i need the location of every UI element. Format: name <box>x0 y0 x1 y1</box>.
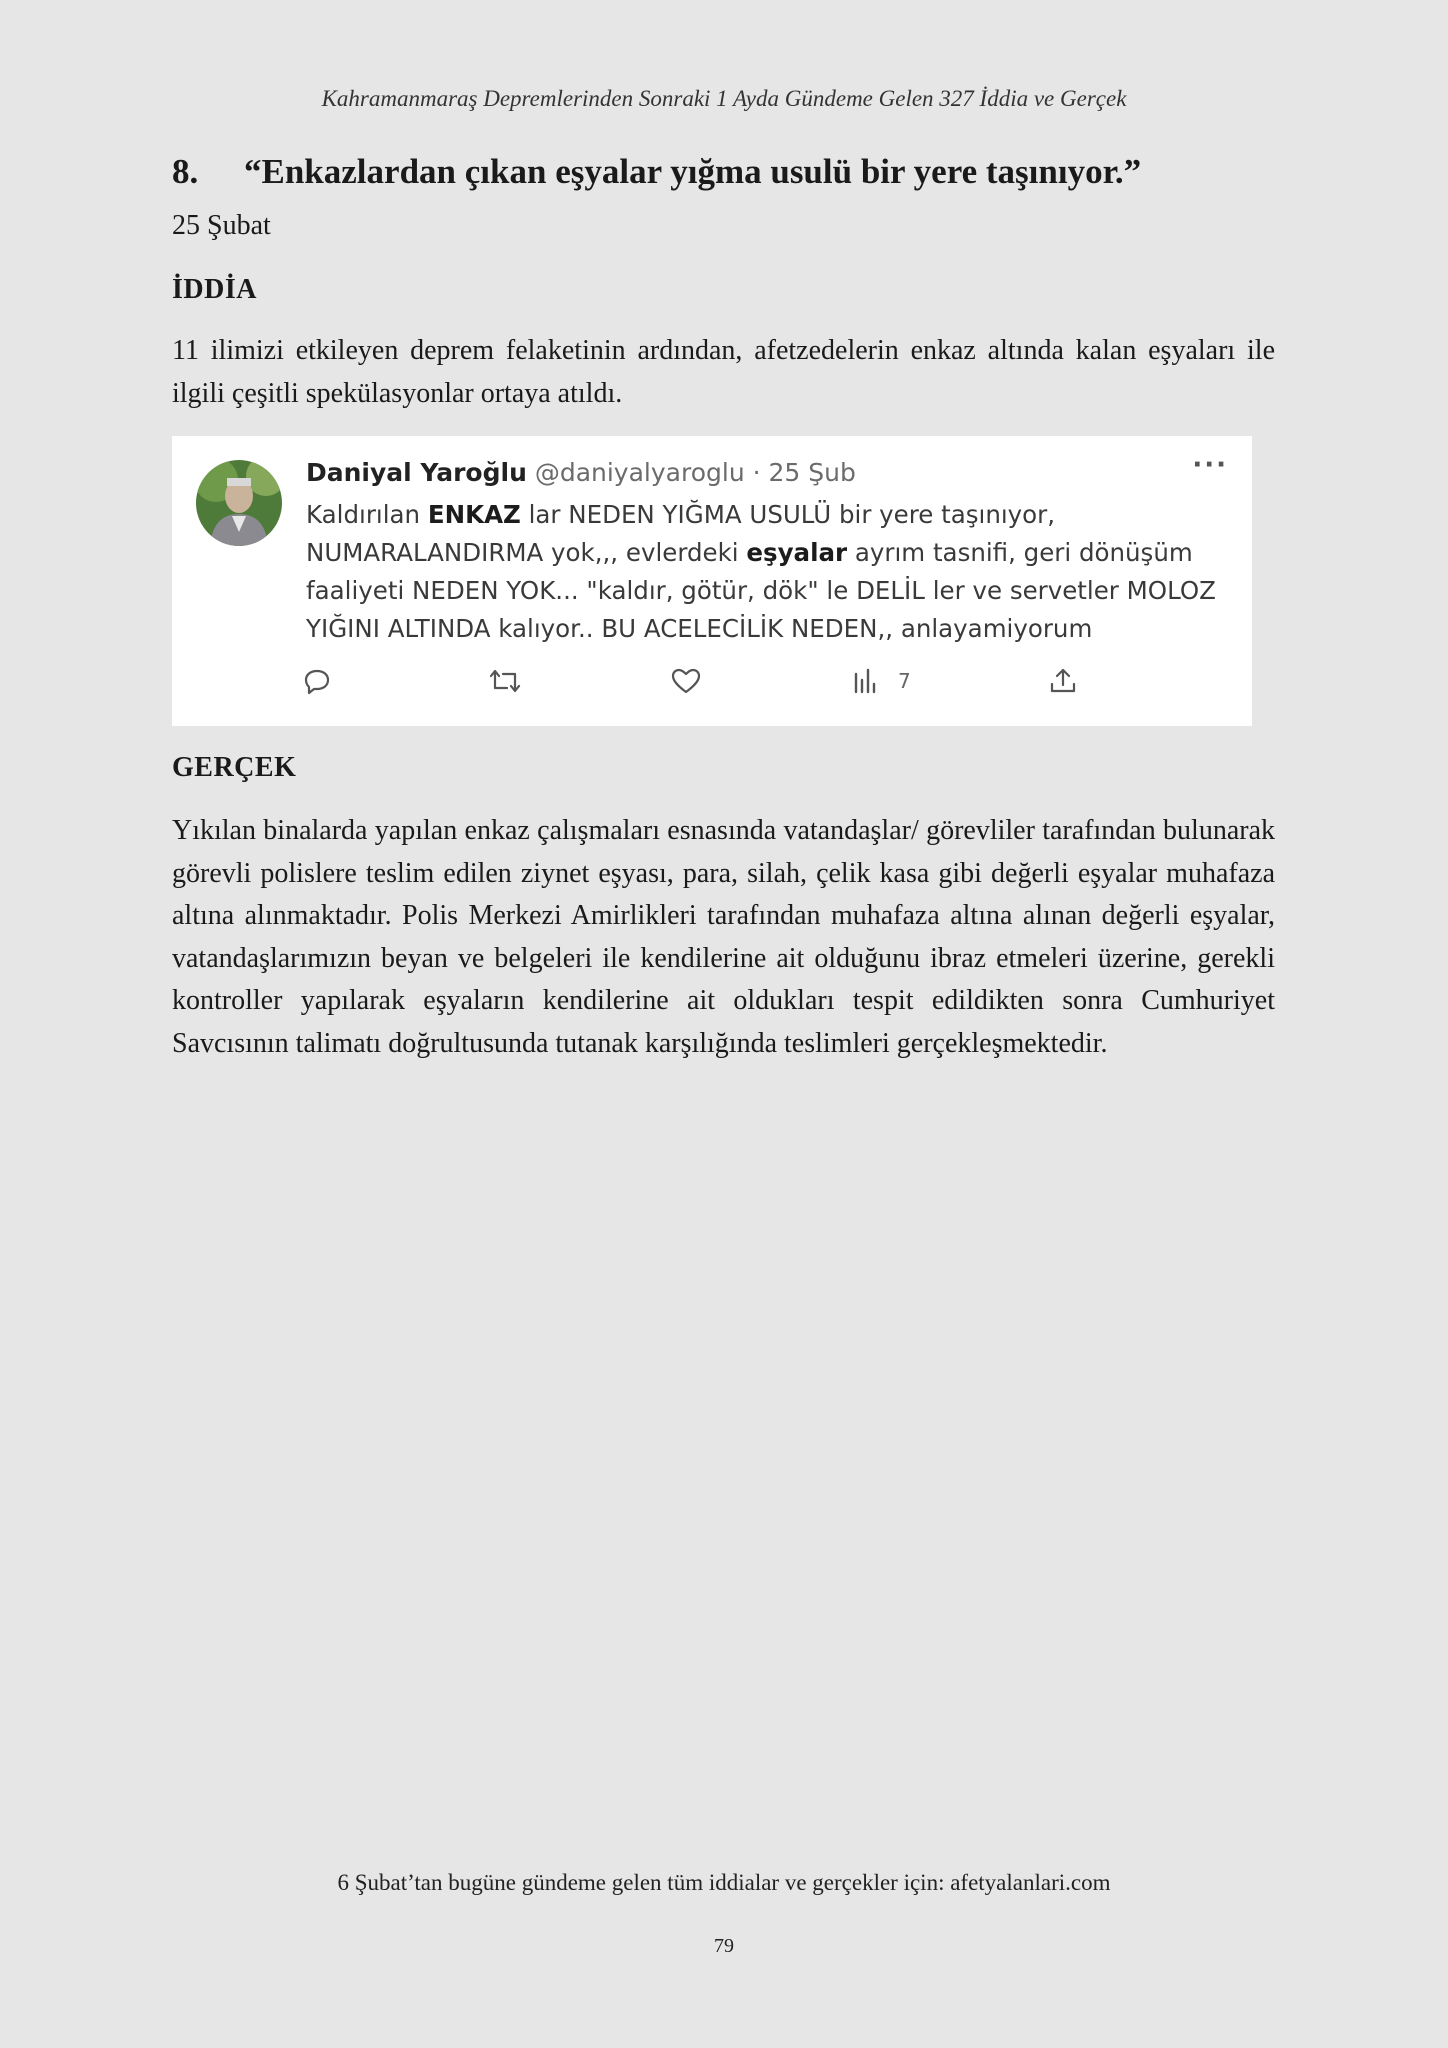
reply-icon <box>302 666 332 696</box>
retweet-icon <box>487 666 523 696</box>
like-button[interactable] <box>670 666 702 696</box>
reply-button[interactable] <box>302 666 332 696</box>
tweet-text-bold: ENKAZ <box>427 500 521 529</box>
page-number: 79 <box>714 1935 734 1957</box>
claim-date: 25 Şubat <box>172 210 271 241</box>
author-name[interactable]: Daniyal Yaroğlu <box>306 458 527 487</box>
item-title: “Enkazlardan çıkan eşyalar yığma usulü bir yere taşınıyor.” <box>244 152 1142 191</box>
more-options-icon[interactable]: ··· <box>1192 450 1228 480</box>
tweet-text-part: Kaldırılan <box>306 500 428 529</box>
retweet-button[interactable] <box>487 666 523 696</box>
tweet-text-bold: eşyalar <box>746 538 848 567</box>
avatar[interactable] <box>196 460 282 546</box>
fact-text: Yıkılan binalarda yapılan enkaz çalışmaları esnasında vatandaşlar/ görevliler tarafından bulunarak görevli polislere teslim edilen ziynet eşyası, para, silah, çelik kasa gibi değerli eşyalar muhafaza altına alınmaktadır. Polis Merkezi Amirlikleri tarafından muhafaza altına alınan değerli eşyalar, vatandaşlarımızın beyan ve belgeleri ile kendilerine ait olduğunu ibraz etmeleri üzerine, gerekli kontroller yapılarak eşyaların kendilerine ait oldukları tespit edildikten sonra Cumhuriyet Savcısının talimatı doğrultusunda tutanak karşılığında teslimleri gerçekleşmektedir. <box>172 815 1275 1059</box>
tweet-text-part: lar NEDEN YIĞMA USULÜ bir yere taşınıyor, NUMARALANDIRMA yok,,, evlerdeki <box>306 500 1056 567</box>
embedded-tweet <box>172 436 1252 726</box>
tweet-text-part: ayrım tasnifi, geri dönüşüm faaliyeti NEDEN YOK... "kaldır, götür, dök" le DELİL ler ve servetler MOLOZ YIĞINI ALTINDA kalıyor.. BU ACELECİLİK NEDEN,, anlayamiyorum <box>306 538 1216 643</box>
fact-heading: GERÇEK <box>172 752 297 783</box>
views-button[interactable] <box>852 666 911 696</box>
views-icon <box>852 666 880 696</box>
running-header: Kahramanmaraş Depremlerinden Sonraki 1 Ayda Gündeme Gelen 327 İddia ve Gerçek <box>321 86 1127 111</box>
separator-dot: · <box>752 458 761 487</box>
tweet-date[interactable]: 25 Şub <box>768 458 856 487</box>
claim-text: 11 ilimizi etkileyen deprem felaketinin ardından, afetzedelerin enkaz altında kalan eşyaları ile ilgili çeşitli spekülasyonlar ortaya atıldı. <box>172 335 1275 409</box>
footer-note: 6 Şubat’tan bugüne gündeme gelen tüm iddialar ve gerçekler için: afetyalanlari.com <box>337 1870 1111 1895</box>
like-icon <box>670 666 702 696</box>
view-count: 7 <box>898 669 911 693</box>
tweet-text <box>306 496 1226 648</box>
claim-title <box>172 152 1282 192</box>
share-icon <box>1048 666 1078 696</box>
tweet-header <box>306 458 856 487</box>
share-button[interactable] <box>1048 666 1078 696</box>
author-handle[interactable]: @daniyalyaroglu <box>534 458 745 487</box>
item-number: 8. <box>172 152 199 191</box>
claim-heading: İDDİA <box>172 274 257 305</box>
